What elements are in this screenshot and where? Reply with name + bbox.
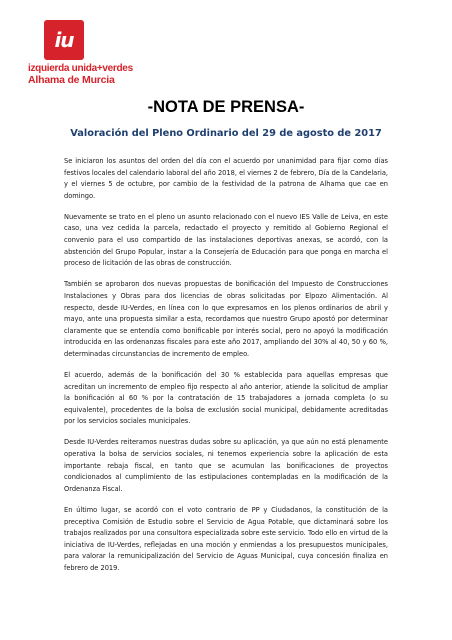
logo-mark-letters: iu <box>54 28 74 52</box>
paragraph-ies-valle-leiva: Nuevamente se trato en el pleno un asunto relacionado con el nuevo IES Valle de Leiva, en este caso, una vez cedida la parcela, redactado el proyecto y remitido al Gobierno Regional el convenio para el uso compartido de las instalaciones deportivas anexas, se acordó, con la abstención del Grupo Popular, instar a la Consejería de Educación para que ponga en marcha el proceso de licitación de las obras de construcción. <box>64 212 388 268</box>
party-logo <box>28 20 133 86</box>
paragraph-acuerdo-bonificacion: El acuerdo, además de la bonificación del 30 % establecida para aquellas empresas que acreditan un incremento de empleo fijo respecto al año anterior, atiende la solicitud de ampliar la bonificación al 60 % por la contratación de 15 trabajadores a jornada completa (o su equivalente), procedentes de la bolsa de exclusión social municipal, debidamente acreditadas por los servicios sociales municipales. <box>64 371 388 426</box>
logo-town-name: Alhama de Murcia <box>28 74 115 86</box>
paragraph-festivos: Se iniciaron los asuntos del orden del día con el acuerdo por unanimidad para fijar como días festivos locales del calendario laboral del año 2018, el viernes 2 de febrero, Día de la Candelaria, y el viernes 5 de octubre, por cambio de la festividad de la patrona de Alhama que cae en domingo. <box>64 157 388 200</box>
page-subtitle: Valoración del Pleno Ordinario del 29 de agosto de 2017 <box>70 128 382 139</box>
paragraph-bonificacion-icio: También se aprobaron dos nuevas propuestas de bonificación del Impuesto de Construcciones Instalaciones y Obras para dos licencias de obras solicitadas por Elpozo Alimentación. Al respecto, desde IU-Verdes, en línea con lo que expresamos en los plenos ordinarios de abril y mayo, ante una propuesta similar a esta, recordamos que nuestro Grupo apostó por determinar claramente que se entendía como bonificable por interés social, pero no apoyó la modificación introducida en las ordenanzas fiscales para este año 2017, ampliando del 30% al 40, 50 y 60 %, determinadas circunstancias de incremento de empleo. <box>64 280 388 358</box>
paragraph-comision-agua: En último lugar, se acordó con el voto contrario de PP y Ciudadanos, la constitución de la preceptiva Comisión de Estudio sobre el Servicio de Agua Potable, que dictaminará sobre los trabajos realizados por una consultora especializada sobre este servicio. Todo ello en virtud de la iniciativa de IU-Verdes, reflejadas en una moción y enmiendas a los presupuestos municipales, para valorar la remunicipalización del Servicio de Aguas Municipal, cuya concesión finaliza en febrero de 2019. <box>64 505 388 572</box>
iu-logo-mark <box>44 20 84 60</box>
page-title: -NOTA DE PRENSA- <box>147 98 305 116</box>
document-body <box>64 156 388 584</box>
logo-party-name: izquierda unida+verdes <box>28 63 133 74</box>
paragraph-dudas-iu-verdes: Desde IU-Verdes reiteramos nuestras dudas sobre su aplicación, ya que aún no está plenamente operativa la bolsa de servicios sociales, ni tenemos experiencia sobre la aplicación de esta importante rebaja fiscal, en tanto que se acumulan las bonificaciones de proyectos condicionados al cumplimiento de las estipulaciones contempladas en la modificación de la Ordenanza Fiscal. <box>64 438 388 493</box>
